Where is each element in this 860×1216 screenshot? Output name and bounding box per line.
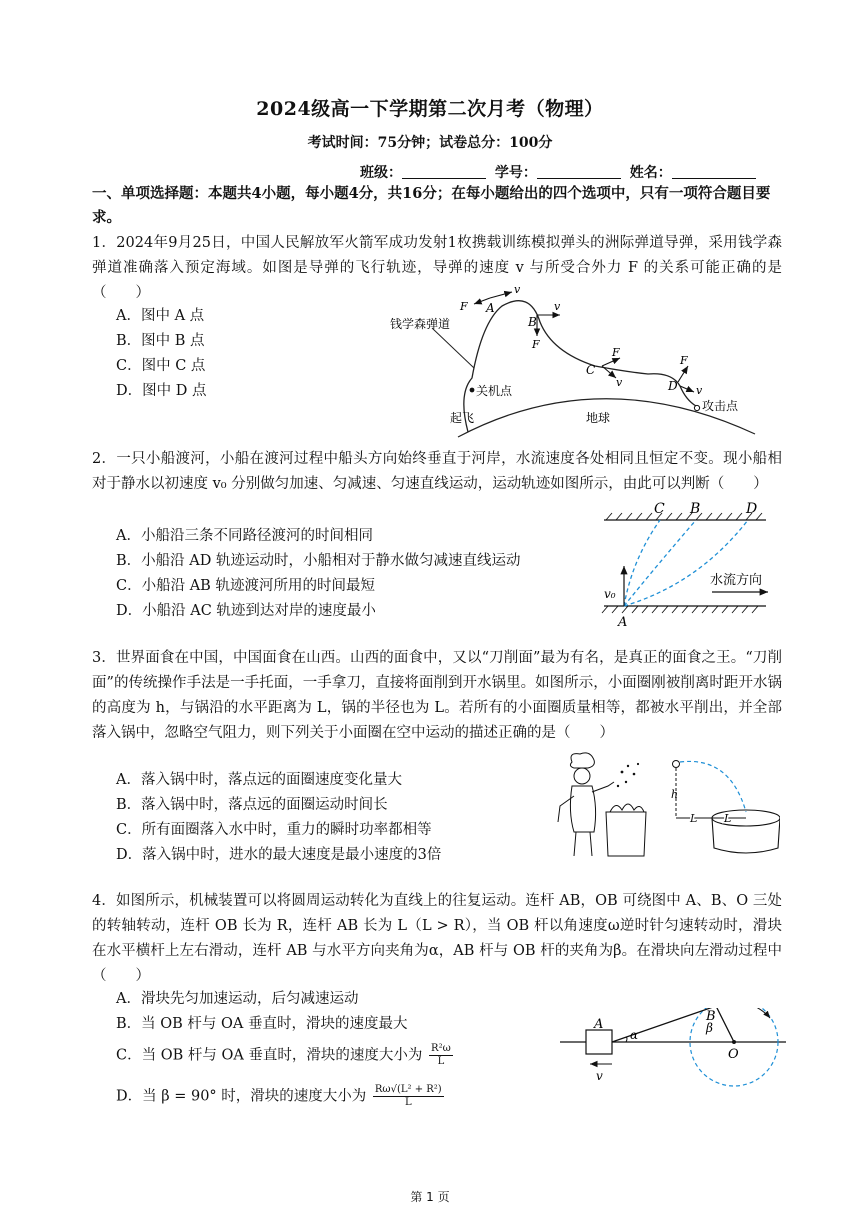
class-label: 班级： (360, 165, 402, 181)
q3-stem: 3．世界面食在中国，中国面食在山西。山西的面食中，又以“刀削面”最为有名，是真正的面食之王。“刀削面”的传统操作手法是一手托面，一手拿刀，直接将面削到开水锅里。如图所示，小面圈刚被削离时距开水锅的高度为 h，与锅沿的水平距离为 L，锅的半径也为 L。若所有的小面圈质量相等，都被水平削出，并全部落入锅中，忽略空气阻力，则下列关于小面圈在空中运动的描述正确的是（ ） (92, 650, 782, 741)
formula-d-numerator: Rω√(L² + R²) (374, 1084, 442, 1095)
point-b-label: B (528, 315, 537, 329)
f-label-d: F (680, 354, 688, 367)
id-field[interactable] (537, 165, 621, 179)
v-label-d: v (696, 384, 703, 397)
point-b-label-q2: B (690, 501, 701, 517)
section-heading: 一、单项选择题：本题共4小题，每小题4分，共16分；在每小题给出的四个选项中，只有一项符合题目要求。 (92, 185, 771, 226)
v0-label: v₀ (604, 587, 616, 601)
l-label-2: L (724, 812, 732, 825)
earth-label: 地球 (586, 411, 611, 425)
q1-option-d[interactable]: D．图中 D 点 (116, 383, 207, 399)
label-alpha: α (630, 1028, 639, 1042)
f-label-c: F (612, 346, 620, 359)
point-d-label-q2: D (746, 501, 758, 517)
exam-title: 2024级高一下学期第二次月考（物理） (256, 98, 604, 120)
q2-option-a[interactable]: A．小船沿三条不同路径渡河的时间相同 (116, 528, 373, 544)
q3-option-b[interactable]: B．落入锅中时，落点远的面圈运动时间长 (116, 797, 388, 813)
q4-stem: 4．如图所示，机械装置可以将圆周运动转化为直线上的往复运动。连杆 AB，OB 可绕图中 A、B、O 三处的转轴转动，连杆 OB 长为 R，连杆 AB 长为 L（L > R），当 OB 杆以角速度ω逆时针匀速转动时，滑块在水平横杆上左右滑动，连杆 AB 与水平方向夹角为α，AB 杆与 OB 杆的夹角为β。在滑块向左滑动过程中（ ） (92, 893, 782, 984)
path-ad (624, 520, 748, 606)
label-v: v (596, 1069, 603, 1083)
label-b: B (706, 1009, 716, 1024)
q1-option-b[interactable]: B．图中 B 点 (116, 333, 205, 349)
q3-option-c[interactable]: C．所有面圈落入水中时，重力的瞬时功率都相等 (116, 822, 432, 838)
q4-option-a[interactable]: A．滑块先匀加速运动，后匀减速运动 (116, 991, 359, 1007)
q2-river-crossing-figure (598, 500, 786, 630)
id-label: 学号： (494, 165, 537, 181)
v-label-c: v (616, 376, 623, 389)
formula-d-denominator: L (404, 1097, 412, 1108)
label-a: A (594, 1017, 604, 1032)
chef-illustration (558, 753, 646, 856)
q1-option-a[interactable]: A．图中 A 点 (116, 308, 205, 324)
q3-option-d[interactable]: D．落入锅中时，进水的最大速度是最小速度的3倍 (116, 847, 442, 863)
h-label: h (671, 788, 679, 801)
q3-noodle-figure (550, 752, 780, 862)
page-number: 第 1 页 (410, 1190, 450, 1204)
q4-option-d[interactable] (116, 1084, 444, 1110)
formula-c-denominator: L (437, 1056, 445, 1067)
point-a-label: A (486, 301, 495, 315)
v-label-a: v (514, 283, 521, 296)
q4-crank-slider-figure (556, 1008, 788, 1112)
rotation-arrow (738, 1008, 770, 1018)
point-c-label-q2: C (654, 501, 665, 517)
q2-stem: 2．一只小船渡河，小船在渡河过程中船头方向始终垂直于河岸，水流速度各处相同且恒定不变。现小船相对于静水以初速度 v₀ 分别做匀加速、匀减速、匀速直线运动，运动轨迹如图所示，由此可以判断（ ） (92, 451, 782, 492)
flow-label: 水流方向 (710, 573, 763, 588)
q1-option-c[interactable]: C．图中 C 点 (116, 358, 206, 374)
path-ac (624, 520, 660, 606)
q4-option-c-text: C．当 OB 杆与 OA 垂直时，滑块的速度大小为 (116, 1047, 423, 1064)
q4-option-c[interactable] (116, 1043, 453, 1069)
noodle-start (673, 761, 680, 768)
q4-option-c-formula (429, 1043, 453, 1068)
q1-missile-trajectory-figure (380, 282, 780, 440)
formula-c-numerator: R²ω (431, 1043, 451, 1054)
q4-option-d-formula (373, 1084, 444, 1109)
q4-option-b[interactable]: B．当 OB 杆与 OA 垂直时，滑块的速度最大 (116, 1016, 408, 1032)
class-field[interactable] (402, 165, 486, 179)
label-beta: β (706, 1021, 713, 1035)
noodle-path (680, 761, 746, 812)
slider-block (586, 1030, 612, 1054)
q2-option-d[interactable]: D．小船沿 AC 轨迹到达对岸的速度最小 (116, 603, 376, 619)
q4-option-d-text: D．当 β = 90° 时，滑块的速度大小为 (116, 1088, 367, 1105)
point-a-label-q2: A (618, 615, 628, 630)
point-d-label: D (668, 379, 678, 393)
v-label-b: v (554, 300, 561, 313)
name-label: 姓名： (629, 165, 672, 181)
trajectory-label: 钱学森弹道 (390, 317, 451, 331)
trajectory-label-pointer (432, 328, 474, 368)
q2-option-c[interactable]: C．小船沿 AB 轨迹渡河所用的时间最短 (116, 578, 375, 594)
l-label-1: L (690, 812, 698, 825)
impact-point (694, 405, 699, 410)
path-ab (624, 520, 696, 606)
shutdown-point (470, 388, 475, 393)
name-field[interactable] (672, 165, 756, 179)
rod-ob (716, 1008, 734, 1042)
q3-option-a[interactable]: A．落入锅中时，落点远的面圈速度变化量大 (116, 772, 402, 788)
label-o: O (728, 1047, 739, 1062)
f-label-b: F (532, 338, 540, 351)
q2-option-b[interactable]: B．小船沿 AD 轨迹运动时，小船相对于静水做匀减速直线运动 (116, 553, 521, 569)
point-c-label: C (586, 363, 596, 377)
student-info-line (360, 162, 760, 182)
takeoff-label: 起飞 (450, 411, 475, 425)
impact-label: 攻击点 (702, 399, 739, 413)
shutdown-label: 关机点 (476, 384, 513, 398)
exam-subtitle: 考试时间：75分钟；试卷总分：100分 (307, 135, 553, 151)
q1-stem: 1．2024年9月25日，中国人民解放军火箭军成功发射1枚携载训练模拟弹头的洲际弹道导弹，采用钱学森弹道准确落入预定海域。如图是导弹的飞行轨迹，导弹的速度 v 与所受合外力 F 的关系可能正确的是（ ） (92, 235, 782, 301)
f-label-a: F (460, 300, 468, 313)
trajectory-curve (464, 301, 696, 432)
